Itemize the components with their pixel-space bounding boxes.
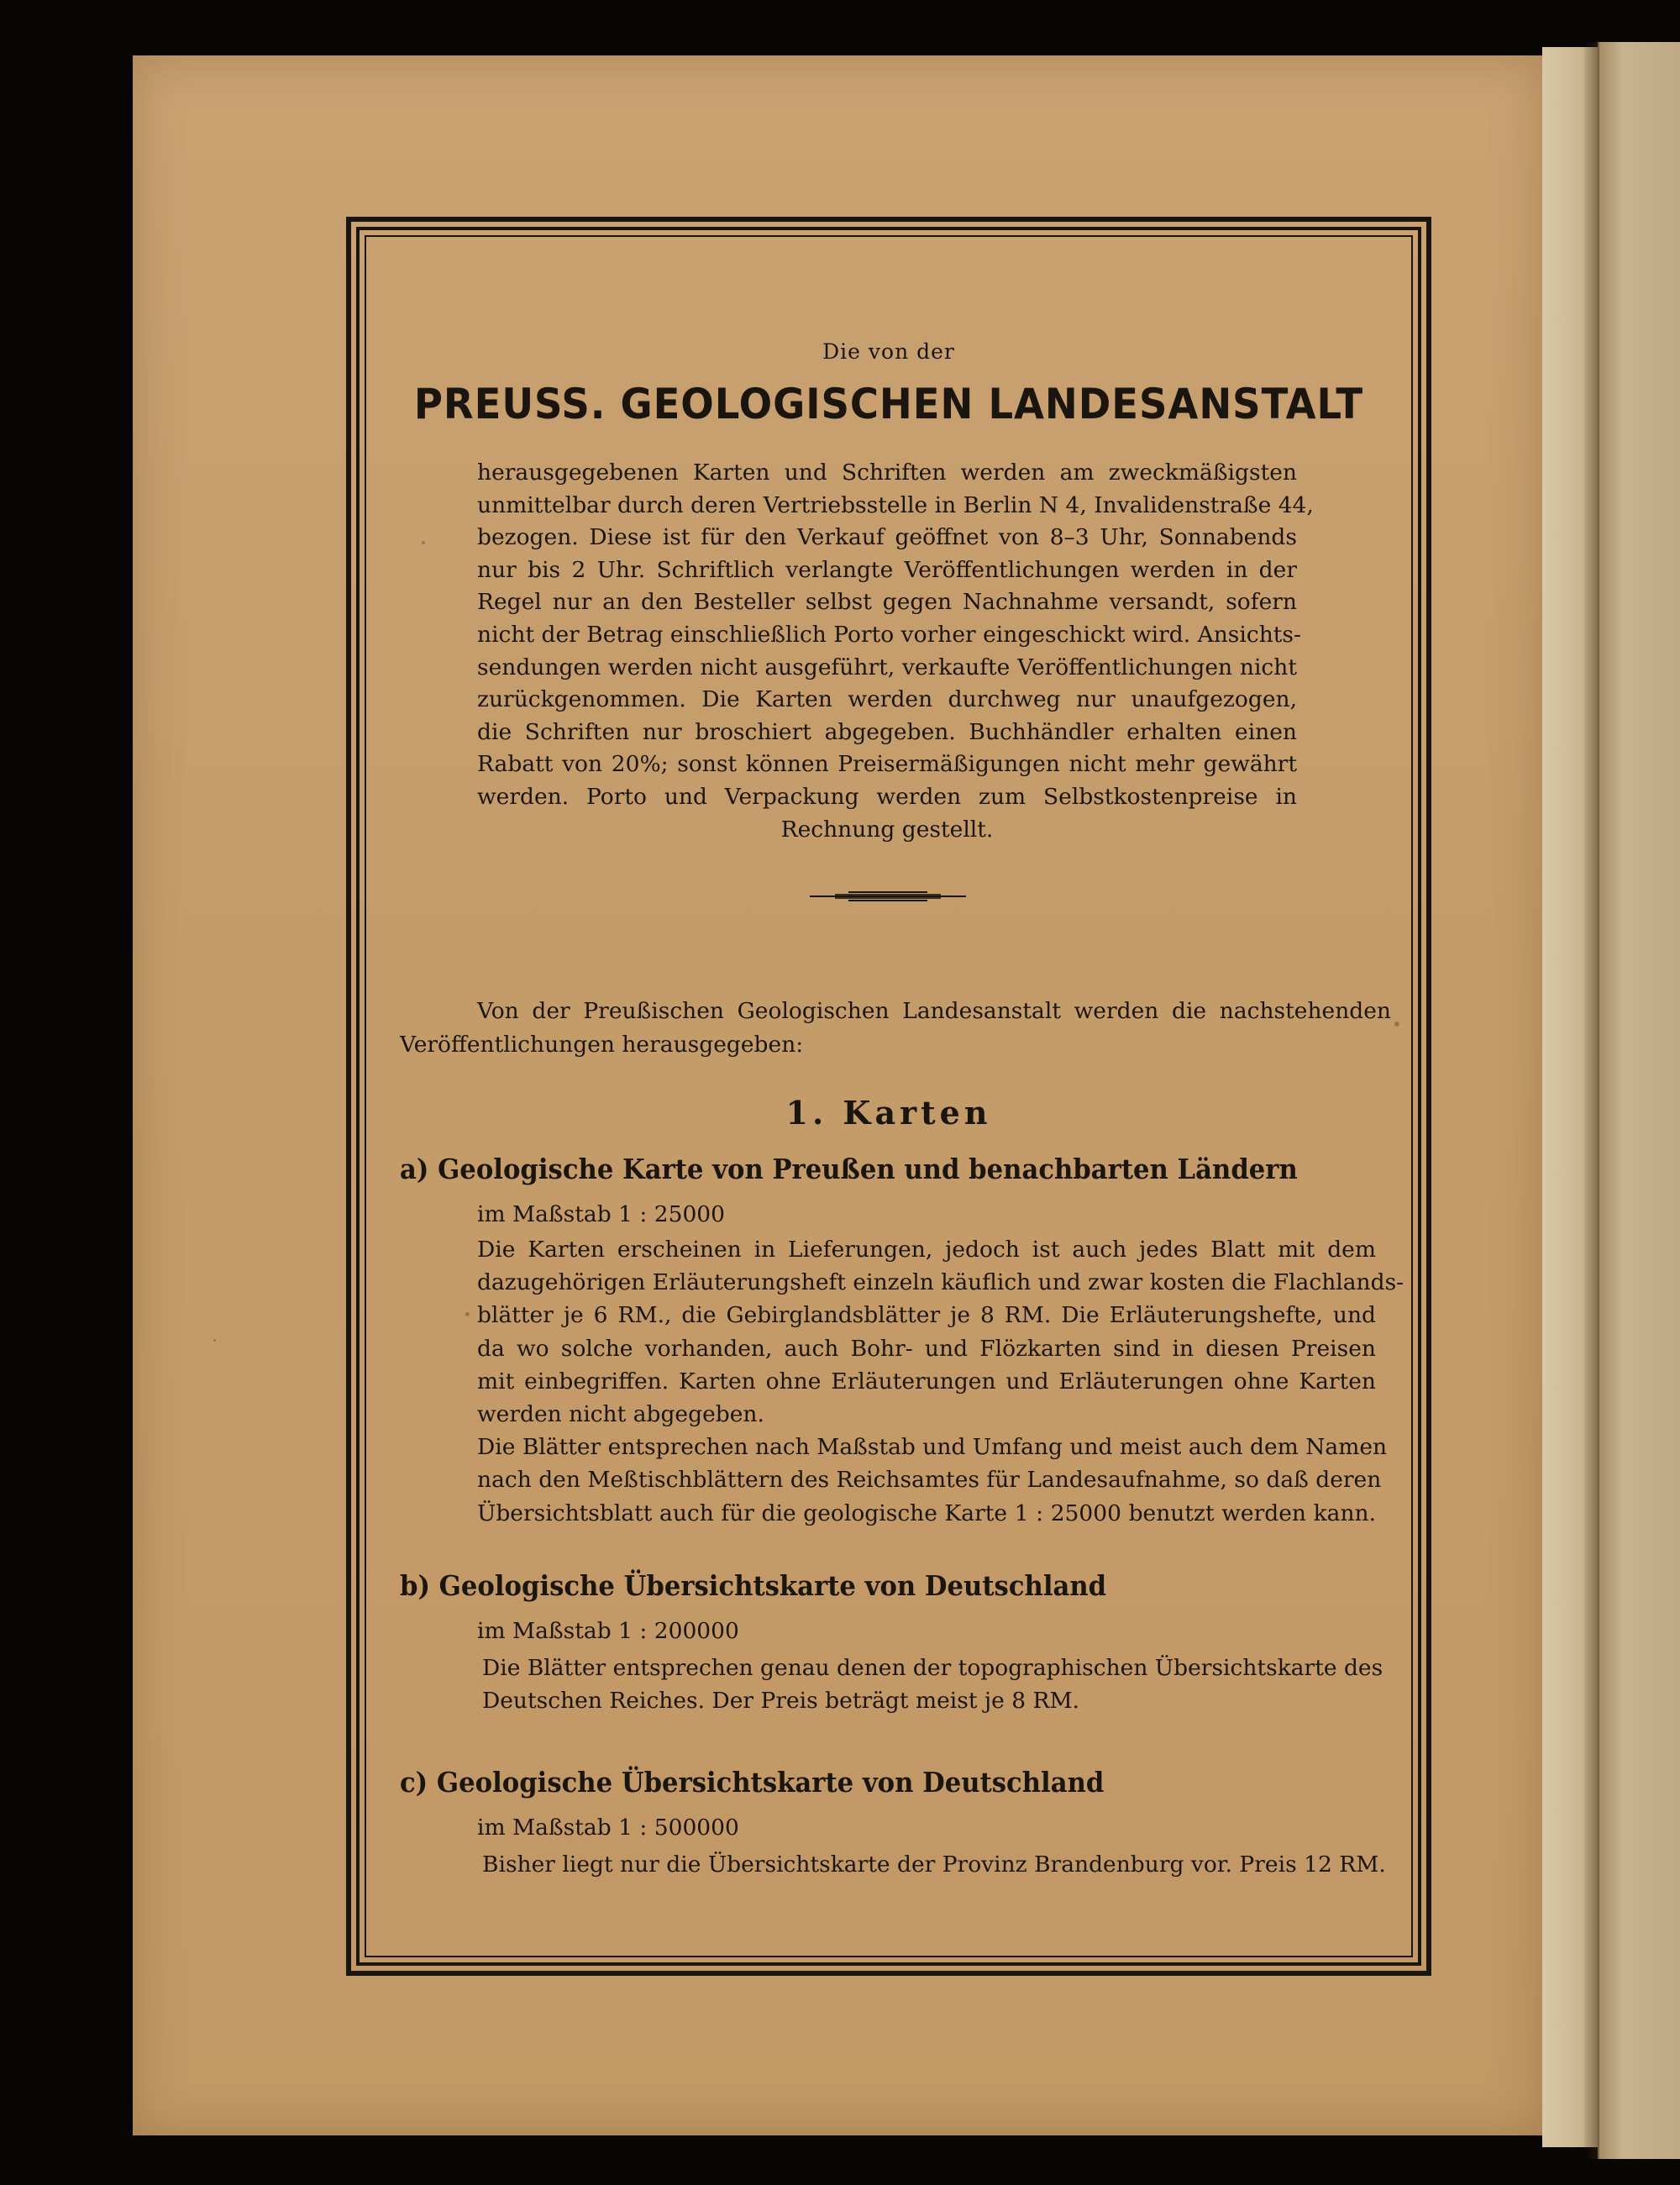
intro-text: Die von der [822, 339, 955, 364]
subsection-a-scale: im Maßstab 1 : 25000 [477, 1201, 726, 1227]
body-line: dazugehörigen Erläuterungsheft einzeln käuflich und zwar kosten die Flachlands- [477, 1269, 1404, 1296]
subsection-b-scale: im Maßstab 1 : 200000 [477, 1618, 739, 1644]
body-line: mit einbegriffen. Karten ohne Erläuterungen und Erläuterungen ohne Karten [477, 1368, 1376, 1395]
body-line: nach den Meßtischblättern des Reichsamtes für Landesaufnahme, so daß deren [477, 1467, 1382, 1494]
body-line: Die Blätter entsprechen nach Maßstab und Umfang und meist auch dem Namen [477, 1434, 1388, 1461]
body-line: Bisher liegt nur die Übersichtskarte der Provinz Brandenburg vor. Preis 12 RM. [482, 1851, 1386, 1878]
paragraph-line: nicht der Betrag einschließlich Porto vorher eingeschickt wird. Ansichts- [477, 621, 1301, 648]
ornamental-divider [810, 891, 966, 901]
subsection-a-title: a) Geologische Karte von Preußen und benachbarten Ländern [400, 1153, 1298, 1185]
subsection-a-body [477, 1233, 1404, 1530]
paragraph-line: unmittelbar durch deren Vertriebsstelle in Berlin N 4, Invalidenstraße 44, [477, 491, 1314, 518]
subsection-c-title: c) Geologische Übersichtskarte von Deutschland [400, 1766, 1105, 1799]
paragraph-line: zurückgenommen. Die Karten werden durchweg nur unaufgezogen, [477, 686, 1297, 713]
section-heading-karten: 1. Karten [785, 1094, 992, 1132]
publications-intro [400, 995, 1391, 1062]
frame-content [366, 237, 1411, 1956]
paragraph-line: bezogen. Diese ist für den Verkauf geöffnet von 8–3 Uhr, Sonnabends [477, 524, 1297, 551]
paragraph-line: Regel nur an den Besteller selbst gegen Nachnahme versandt, sofern [477, 589, 1297, 616]
ordering-paragraph [477, 457, 1314, 846]
paragraph-line: nur bis 2 Uhr. Schriftlich verlangte Veröffentlichungen werden in der [477, 556, 1297, 583]
institution-title: PREUSS. GEOLOGISCHEN LANDESANSTALT [413, 380, 1364, 428]
body-line: werden nicht abgegeben. [477, 1401, 764, 1428]
body-line: blätter je 6 RM., die Gebirglandsblätter je 8 RM. Die Erläuterungshefte, und [477, 1302, 1376, 1329]
paragraph-line: Rabatt von 20%; sonst können Preisermäßigungen nicht mehr gewährt [477, 751, 1297, 778]
back-page-edge [1598, 42, 1680, 2159]
subsection-b-title: b) Geologische Übersichtskarte von Deutschland [400, 1569, 1107, 1602]
paragraph-line: Rechnung gestellt. [780, 816, 994, 843]
body-line: Übersichtsblatt auch für die geologische Karte 1 : 25000 benutzt werden kann. [477, 1500, 1376, 1526]
paragraph-line: die Schriften nur broschiert abgegeben. Buchhändler erhalten einen [477, 718, 1297, 745]
subsection-b-body [482, 1652, 1383, 1717]
paragraph-line: sendungen werden nicht ausgeführt, verkaufte Veröffentlichungen nicht [477, 654, 1297, 680]
subsection-c-body [482, 1848, 1386, 1881]
paper-speck [213, 1339, 216, 1342]
body-line: da wo solche vorhanden, auch Bohr- und Flözkarten sind in diesen Preisen [477, 1335, 1376, 1362]
paragraph-line: werden. Porto und Verpackung werden zum Selbstkostenpreise in [477, 783, 1297, 810]
intro2-line: Von der Preußischen Geologischen Landesanstalt werden die nachstehenden [477, 998, 1391, 1024]
page-gutter-shadow [1584, 42, 1599, 2159]
paragraph-line: herausgegebenen Karten und Schriften werden am zweckmäßigsten [477, 460, 1297, 486]
body-line: Deutschen Reiches. Der Preis beträgt meist je 8 RM. [482, 1688, 1080, 1715]
subsection-c-scale: im Maßstab 1 : 500000 [477, 1815, 739, 1841]
intro2-line: Veröffentlichungen herausgegeben: [400, 1032, 804, 1058]
body-line: Die Karten erscheinen in Lieferungen, jedoch ist auch jedes Blatt mit dem [477, 1237, 1376, 1263]
body-line: Die Blätter entsprechen genau denen der topographischen Übersichtskarte des [482, 1655, 1383, 1681]
